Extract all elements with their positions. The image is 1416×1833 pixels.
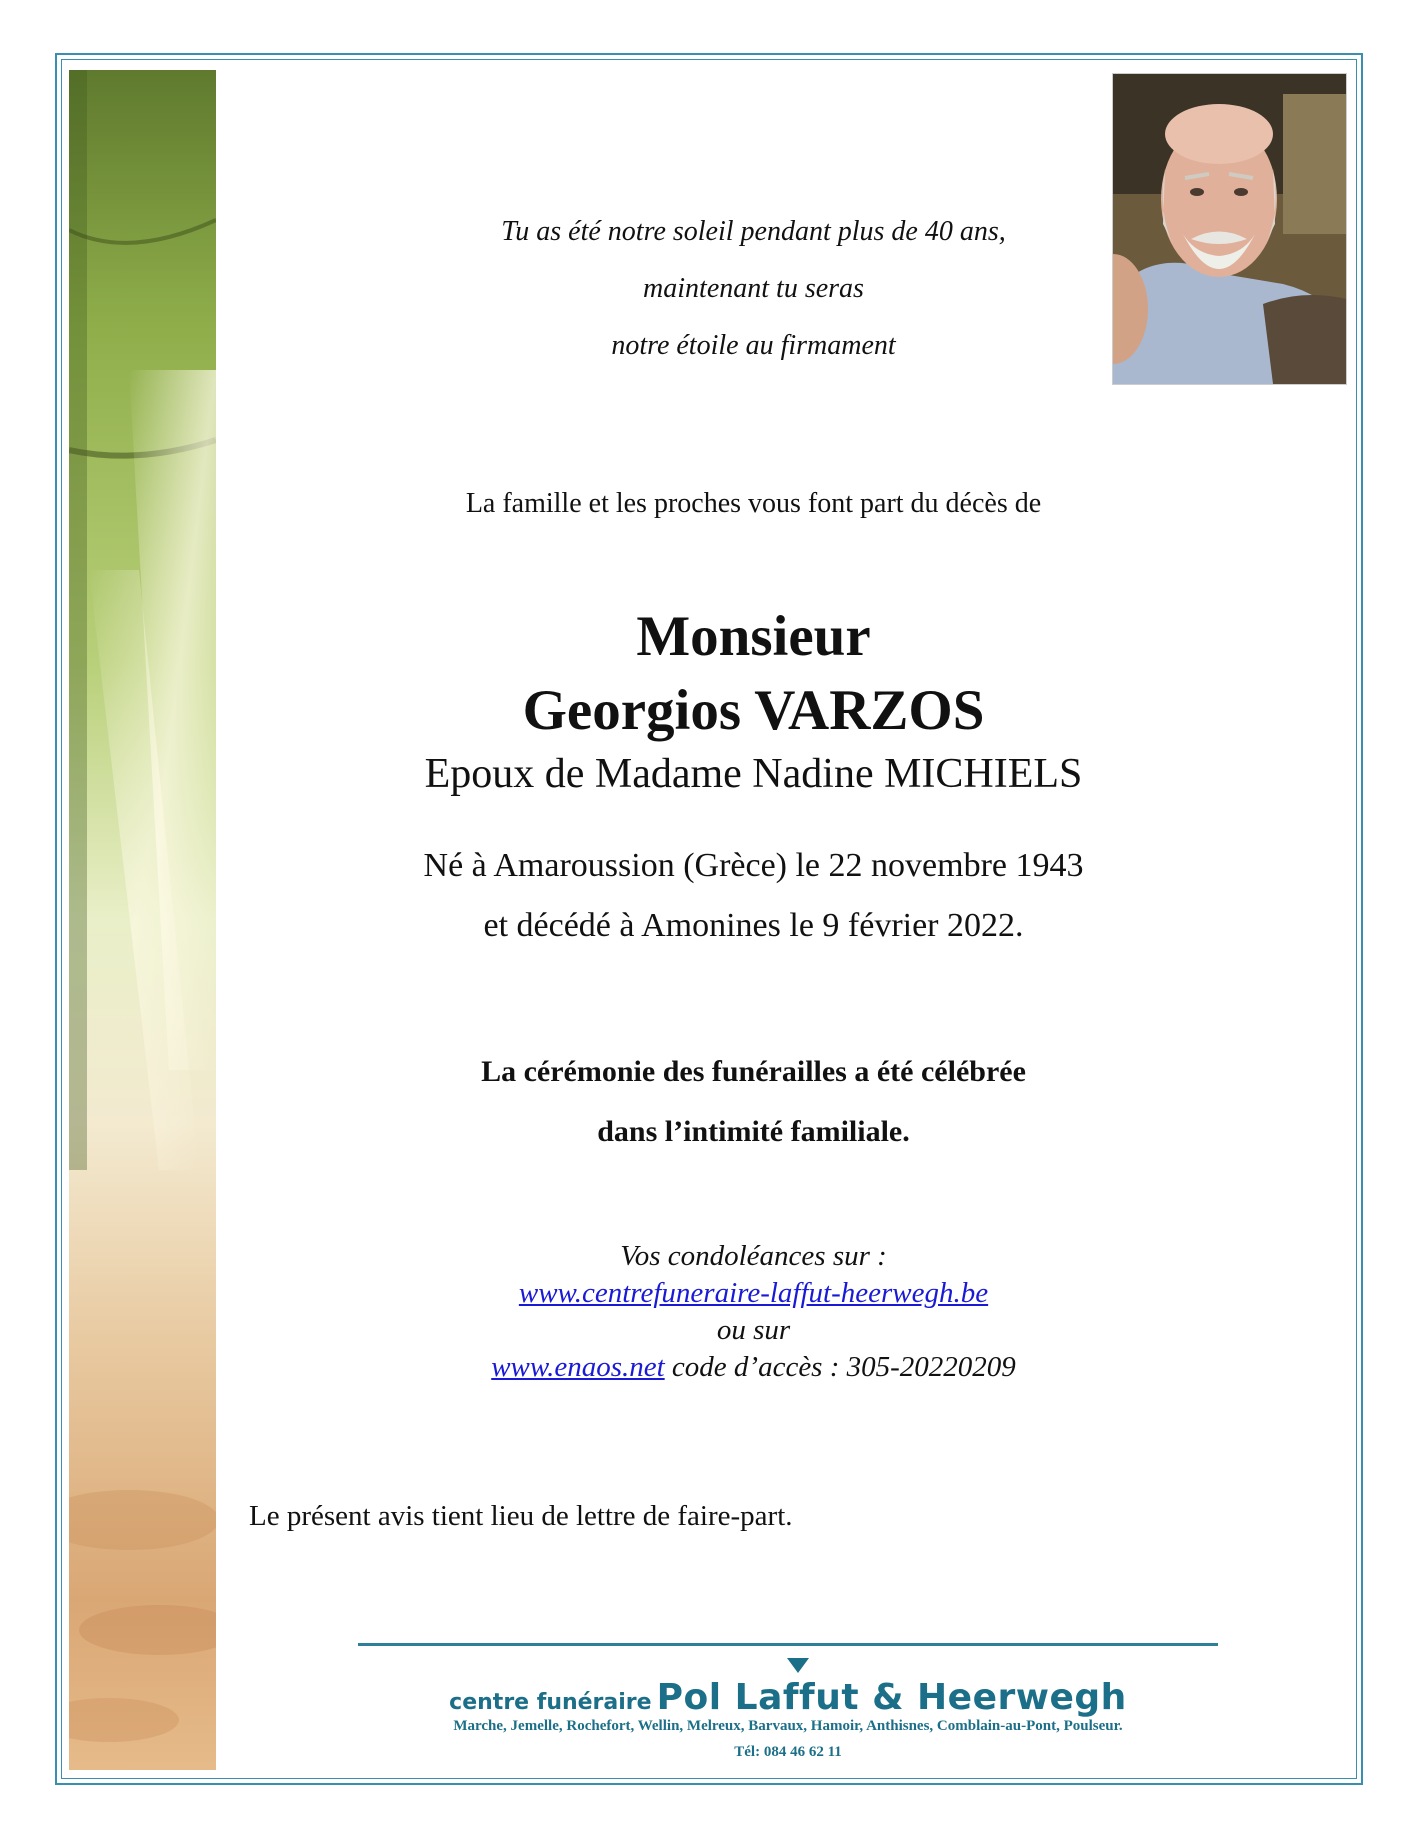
condolences-block xyxy=(216,1238,1291,1386)
poem-line-1: Tu as été notre soleil pendant plus de 40 ans, xyxy=(501,216,1006,247)
condolences-or: ou sur xyxy=(716,1314,791,1346)
logo-subtitle: centre funéraire xyxy=(449,1690,652,1715)
access-code: code d’accès : 305-20220209 xyxy=(664,1351,1016,1383)
deceased-name: Georgios VARZOS xyxy=(522,679,985,742)
footer-phone: Tél: 084 46 62 11 xyxy=(734,1744,842,1760)
condolences-link-2[interactable]: www.enaos.net xyxy=(491,1351,665,1383)
dates-block xyxy=(216,836,1291,956)
death-line: et décédé à Amonines le 9 février 2022. xyxy=(483,907,1024,944)
condolences-label: Vos condoléances sur : xyxy=(620,1240,887,1272)
spouse-line: Epoux de Madame Nadine MICHIELS xyxy=(424,751,1083,797)
deceased-block xyxy=(216,600,1291,800)
ceremony-line-1: La cérémonie des funérailles a été célébrée xyxy=(481,1055,1026,1088)
notice-text: Le présent avis tient lieu de lettre de faire-part. xyxy=(249,1500,793,1532)
poem xyxy=(216,203,1291,374)
birth-line: Né à Amaroussion (Grèce) le 22 novembre 1943 xyxy=(423,847,1084,884)
funeral-home-logo xyxy=(358,1658,1218,1718)
logo-title: Pol Laffut & Heerwegh xyxy=(656,1677,1127,1718)
forest-path-image xyxy=(69,70,216,1770)
footer-divider xyxy=(358,1643,1218,1646)
poem-line-2: maintenant tu seras xyxy=(643,273,864,304)
logo-triangle-icon xyxy=(787,1658,809,1673)
ceremony-line-2: dans l’intimité familiale. xyxy=(597,1115,910,1148)
condolences-link-1[interactable]: www.centrefuneraire-laffut-heerwegh.be xyxy=(518,1277,989,1309)
ceremony-block xyxy=(216,1042,1291,1162)
announcement-intro: La famille et les proches vous font part du décès de xyxy=(465,488,1042,519)
footer-towns: Marche, Jemelle, Rochefort, Wellin, Melreux, Barvaux, Hamoir, Anthisnes, Comblain-au-Pont, Poulseur. xyxy=(453,1718,1123,1734)
honorific: Monsieur xyxy=(636,605,871,668)
poem-line-3: notre étoile au firmament xyxy=(611,330,896,361)
